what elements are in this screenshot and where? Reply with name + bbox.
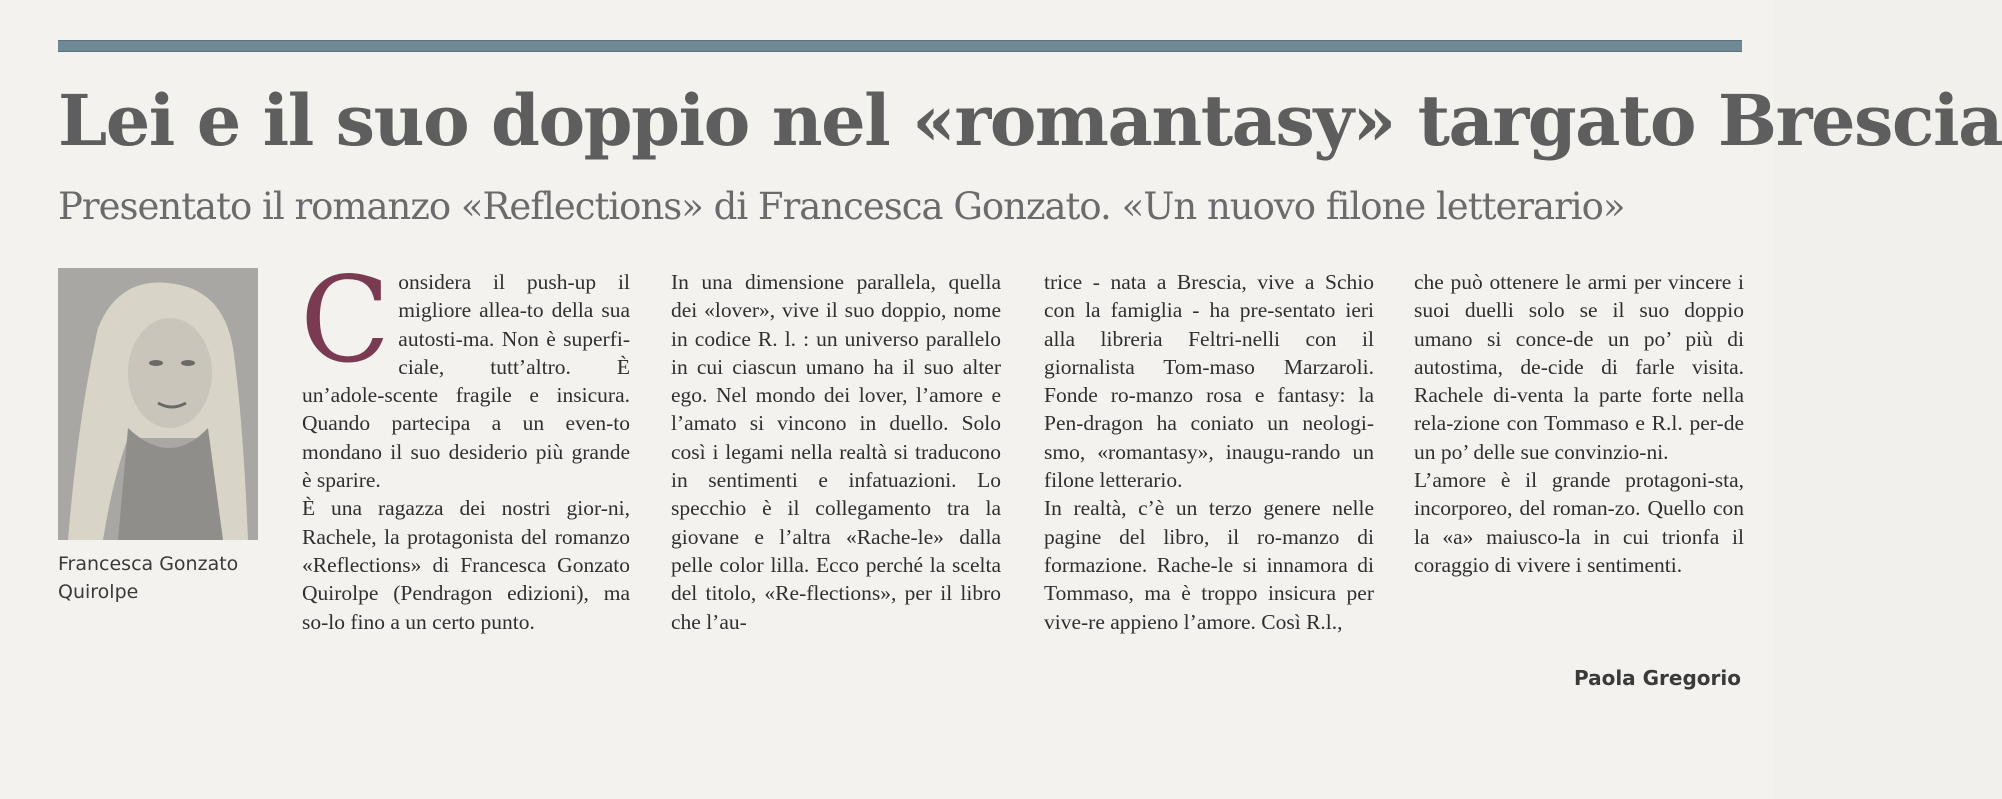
paragraph: L’amore è il grande protagoni-sta, incorporeo, del roman-zo. Quello con la «a» maiusco-la in cui trionfa il coraggio di vivere i sentimenti. (1414, 468, 1744, 577)
top-rule (58, 40, 1742, 52)
subheadline: Presentato il romanzo «Reflections» di Francesca Gonzato. «Un nuovo filone letterario» (58, 185, 1625, 228)
caption-line-2: Quirolpe (58, 581, 139, 603)
article-column-4 (1414, 268, 1744, 579)
paragraph: In realtà, c’è un terzo genere nelle pagine del libro, il ro-manzo di formazione. Rache-le si innamora di Tommaso, ma è troppo insicura per vive-re appieno l’amore. Così R.l., (1044, 496, 1374, 634)
paragraph: È una ragazza dei nostri gior-ni, Rachele, la protagonista del romanzo «Reflections» di Francesca Gonzato Quirolpe (Pendragon edizioni), ma so-lo fino a un certo punto. (302, 496, 630, 634)
caption-line-1: Francesca Gonzato (58, 553, 239, 575)
portrait-illustration (58, 268, 258, 540)
byline: Paola Gregorio (1573, 666, 1741, 690)
headline: Lei e il suo doppio nel «romantasy» targato Brescia (58, 79, 2002, 162)
paragraph: che può ottenere le armi per vincere i suoi duelli solo se il suo doppio umano si conce-de un po’ più di autostima, de-cide di farle visita. Rachele di-venta la parte forte nella rela-zione con Tommaso e R.l. per-de un po’ delle sue convinzio-ni. (1414, 270, 1744, 464)
drop-cap: C (300, 251, 391, 389)
paragraph (300, 251, 630, 494)
article-column-1 (300, 251, 630, 636)
photo-caption (58, 550, 268, 606)
paragraph: In una dimensione parallela, quella dei «lover», vive il suo doppio, nome in codice R. l. : un universo parallelo in cui ciascun umano ha il suo alter ego. Nel mondo dei lover, l’amore e l’amato si vincono in duello. Solo così i legami nella realtà si traducono in sentimenti e infatuazioni. Lo specchio è il collegamento tra la giovane e l’altra «Rache-le» dalla pelle color lilla. Ecco perché la scelta del titolo, «Re-flections», per il libro che l’au- (671, 270, 1001, 634)
paragraph: trice - nata a Brescia, vive a Schio con la famiglia - ha pre-sentato ieri alla libreria Feltri-nelli con il giornalista Tom-maso Marzaroli. Fonde ro-manzo rosa e fantasy: la Pen-dragon ha coniato un neologi-smo, «romantasy», inaugu-rando un filone letterario. (1044, 270, 1374, 493)
paragraph-text: onsidera il push-up il migliore allea-to della sua autosti-ma. Non è superfi-ciale, tutt’altro. È un’adole-scente fragile e insicura. Quando partecipa a un even-to mondano il suo desiderio più grande è sparire. (302, 270, 630, 493)
article-column-3 (1044, 268, 1374, 636)
author-photo (58, 268, 258, 540)
article-column-2 (671, 268, 1001, 636)
